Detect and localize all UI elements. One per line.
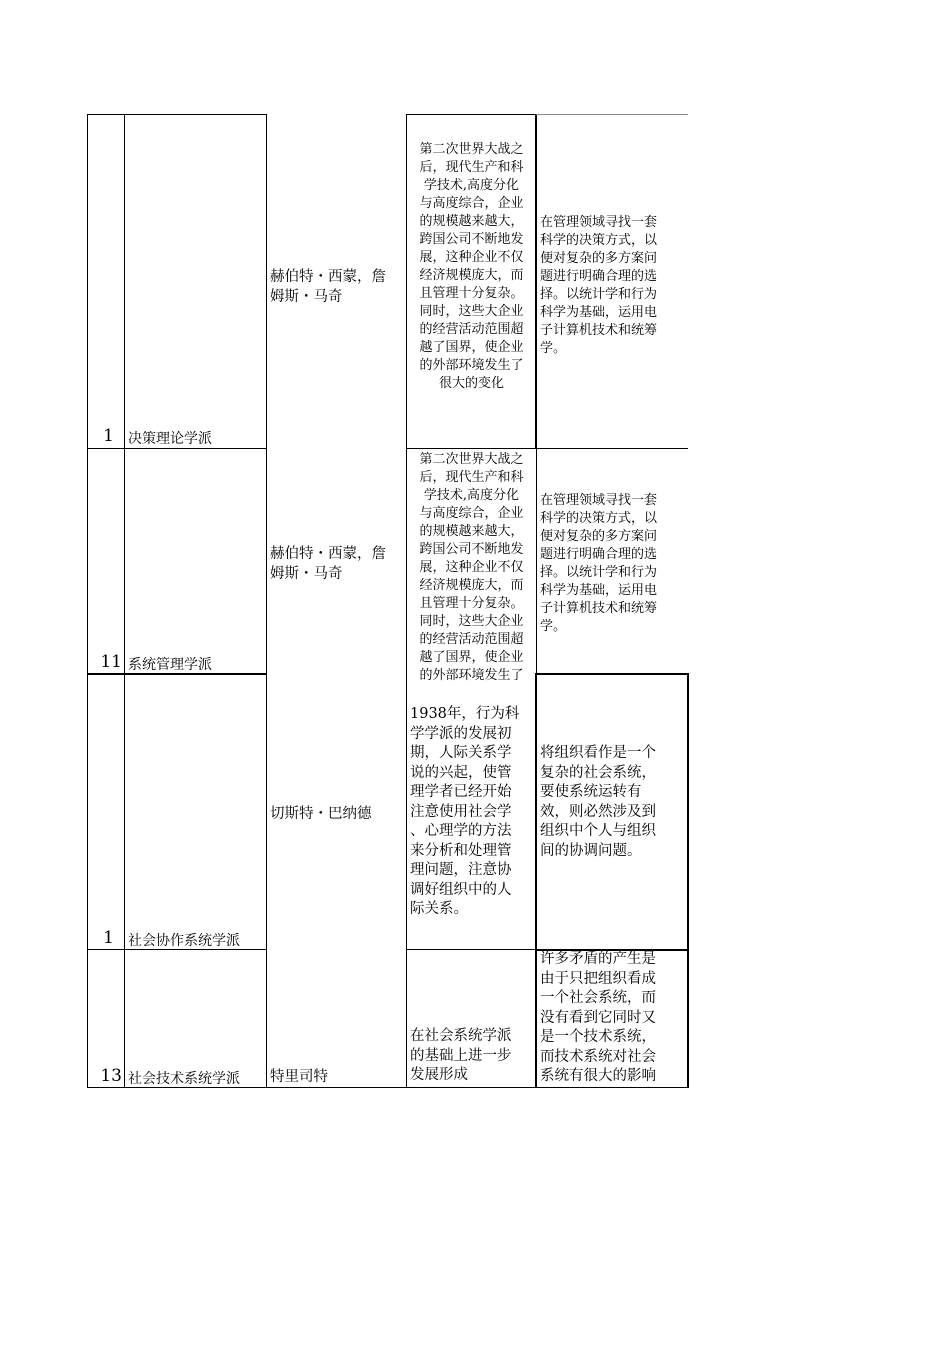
- representative-people: 特里司特: [270, 1069, 328, 1085]
- grid-line: [406, 114, 536, 115]
- grid-line: [536, 114, 688, 115]
- grid-line: [406, 448, 688, 449]
- main-content: 在管理领域寻找一套 科学的决策方式，以 便对复杂的多方案问 题进行明确合理的选 择。以统计学和行为 科学为基础，运用电 子计算机技术和统筹 学。: [540, 493, 658, 634]
- school-name: 决策理论学派: [128, 431, 212, 447]
- grid-line: [266, 114, 267, 1088]
- grid-line: [535, 114, 537, 448]
- row-number: 1: [103, 928, 114, 948]
- school-name: 社会协作系统学派: [128, 933, 240, 949]
- row-number: 13: [100, 1066, 122, 1086]
- row-number: 11: [100, 652, 122, 672]
- grid-line: [87, 114, 267, 115]
- school-name: 系统管理学派: [128, 657, 212, 673]
- representative-people: 赫伯特・西蒙，詹 姆斯・马奇: [270, 269, 386, 305]
- grid-line: [406, 673, 407, 1088]
- grid-line: [124, 114, 125, 1088]
- main-content: 在管理领域寻找一套 科学的决策方式，以 便对复杂的多方案问 题进行明确合理的选 择。以统计学和行为 科学为基础，运用电 子计算机技术和统筹 学。: [540, 215, 658, 356]
- grid-line: [406, 949, 536, 950]
- historical-background: 第二次世界大战之 后，现代生产和科 学技术,高度分化 与高度综合，企业 的规模越来越大， 跨国公司不断地发 展，这种企业不仅 经济规模庞大，而 且管理十分复杂。 同时，这些大企业 的经营活动范围超 越了国界，使企业 的外部环境发生了 很大的变化: [419, 142, 524, 391]
- row-number: 1: [103, 426, 114, 446]
- main-content: 许多矛盾的产生是 由于只把组织看成 一个社会系统，而 没有看到它同时又 是一个技术系统， 而技术系统对社会 系统有很大的影响: [540, 951, 656, 1084]
- representative-people: 赫伯特・西蒙，詹 姆斯・马奇: [270, 546, 386, 582]
- main-content: 将组织看作是一个 复杂的社会系统， 要使系统运转有 效，则必然涉及到 组织中个人与组织 间的协调问题。: [540, 745, 656, 859]
- historical-background: 在社会系统学派 的基础上进一步 发展形成: [410, 1028, 512, 1083]
- grid-line: [535, 673, 537, 1088]
- historical-background: 1938年，行为科 学学派的发展初 期，人际关系学 说的兴起，使管 理学者已经开始 注意使用社会学 、心理学的方法 来分析和处理管 理问题，注意协 调好组织中的人 际关系。: [410, 706, 520, 917]
- grid-line: [406, 114, 407, 673]
- school-name: 社会技术系统学派: [128, 1071, 240, 1087]
- grid-line: [536, 673, 689, 675]
- representative-people: 切斯特・巴纳德: [270, 806, 372, 822]
- grid-line: [687, 673, 689, 1088]
- historical-background: 第二次世界大战之 后，现代生产和科 学技术,高度分化 与高度综合，企业 的规模越来越大， 跨国公司不断地发 展，这种企业不仅 经济规模庞大，而 且管理十分复杂。 同时，这些大企业 的经营活动范围超 越了国界，使企业 的外部环境发生了: [419, 452, 524, 683]
- grid-line: [536, 448, 537, 673]
- grid-line: [87, 448, 267, 449]
